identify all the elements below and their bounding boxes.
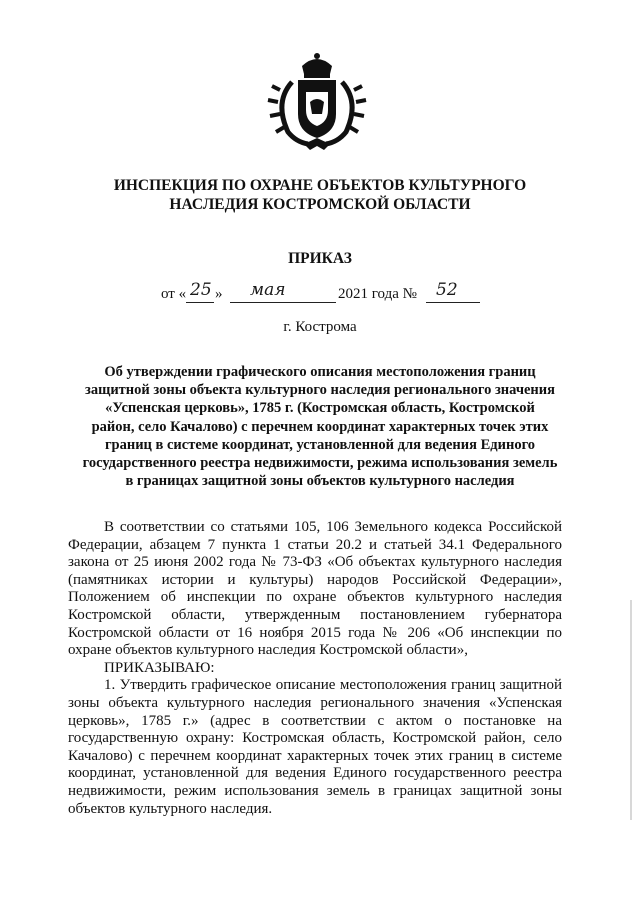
city-name: г. Кострома (283, 319, 357, 335)
document-number-handwritten: 52 (436, 280, 458, 300)
date-month-handwritten: мая (250, 280, 286, 300)
document-body (68, 519, 562, 818)
date-prefix: от « (161, 286, 187, 302)
date-quote-close: » (215, 286, 223, 302)
document-title: Об утверждении графического описания местоположения границ защитной зоны объекта культурного наследия регионального значения «Успенская церковь», 1785 г. (Костромская область, Костромской район, село Качалово) с перечнем координат характерных точек этих границ в системе координат, установленной для ведения Единого государственного реестра недвижимости, режима использования земель в границах защитной зоны объектов культурного наследия (82, 364, 558, 490)
organization-name: ИНСПЕКЦИЯ ПО ОХРАНЕ ОБЪЕКТОВ КУЛЬТУРНОГО НАСЛЕДИЯ КОСТРОМСКОЙ ОБЛАСТИ (113, 177, 527, 213)
order-item-1: 1. Утвердить графическое описание местоположения границ защитной зоны объекта культурного наследия регионального значения «Успенская церковь», 1785 г.» (адрес в соответствии с актом о постановке на государственную охрану: Костромская область, Костромской район, село Качалово) с перечнем координат характерных точек этих границ в системе координат, установленной для ведения Единого государственного реестра недвижимости, режим использования земель в границах защитной зоны объектов культурного наследия. (68, 677, 562, 817)
preamble-paragraph: В соответствии со статьями 105, 106 Земельного кодекса Российской Федерации, абзацем 7 пункта 1 статьи 20.2 и статьей 34.1 Федерального закона от 25 июня 2002 года № 73-ФЗ «Об объектах культурного наследия (памятниках истории и культуры) народов Российской Федерации», Положением об инспекции по охране объектов культурного наследия Костромской области, утвержденным постановлением губернатора Костромской области от 16 ноября 2015 года № 206 «Об инспекции по охране объектов культурного наследия Костромской области», (68, 519, 562, 659)
coat-of-arms-icon (262, 52, 372, 152)
document-type-heading: ПРИКАЗ (288, 250, 352, 267)
order-word: ПРИКАЗЫВАЮ: (104, 659, 215, 676)
scan-edge-divider (630, 600, 632, 820)
date-day-handwritten: 25 (190, 280, 212, 300)
year-and-number-label: 2021 года № (338, 286, 417, 302)
